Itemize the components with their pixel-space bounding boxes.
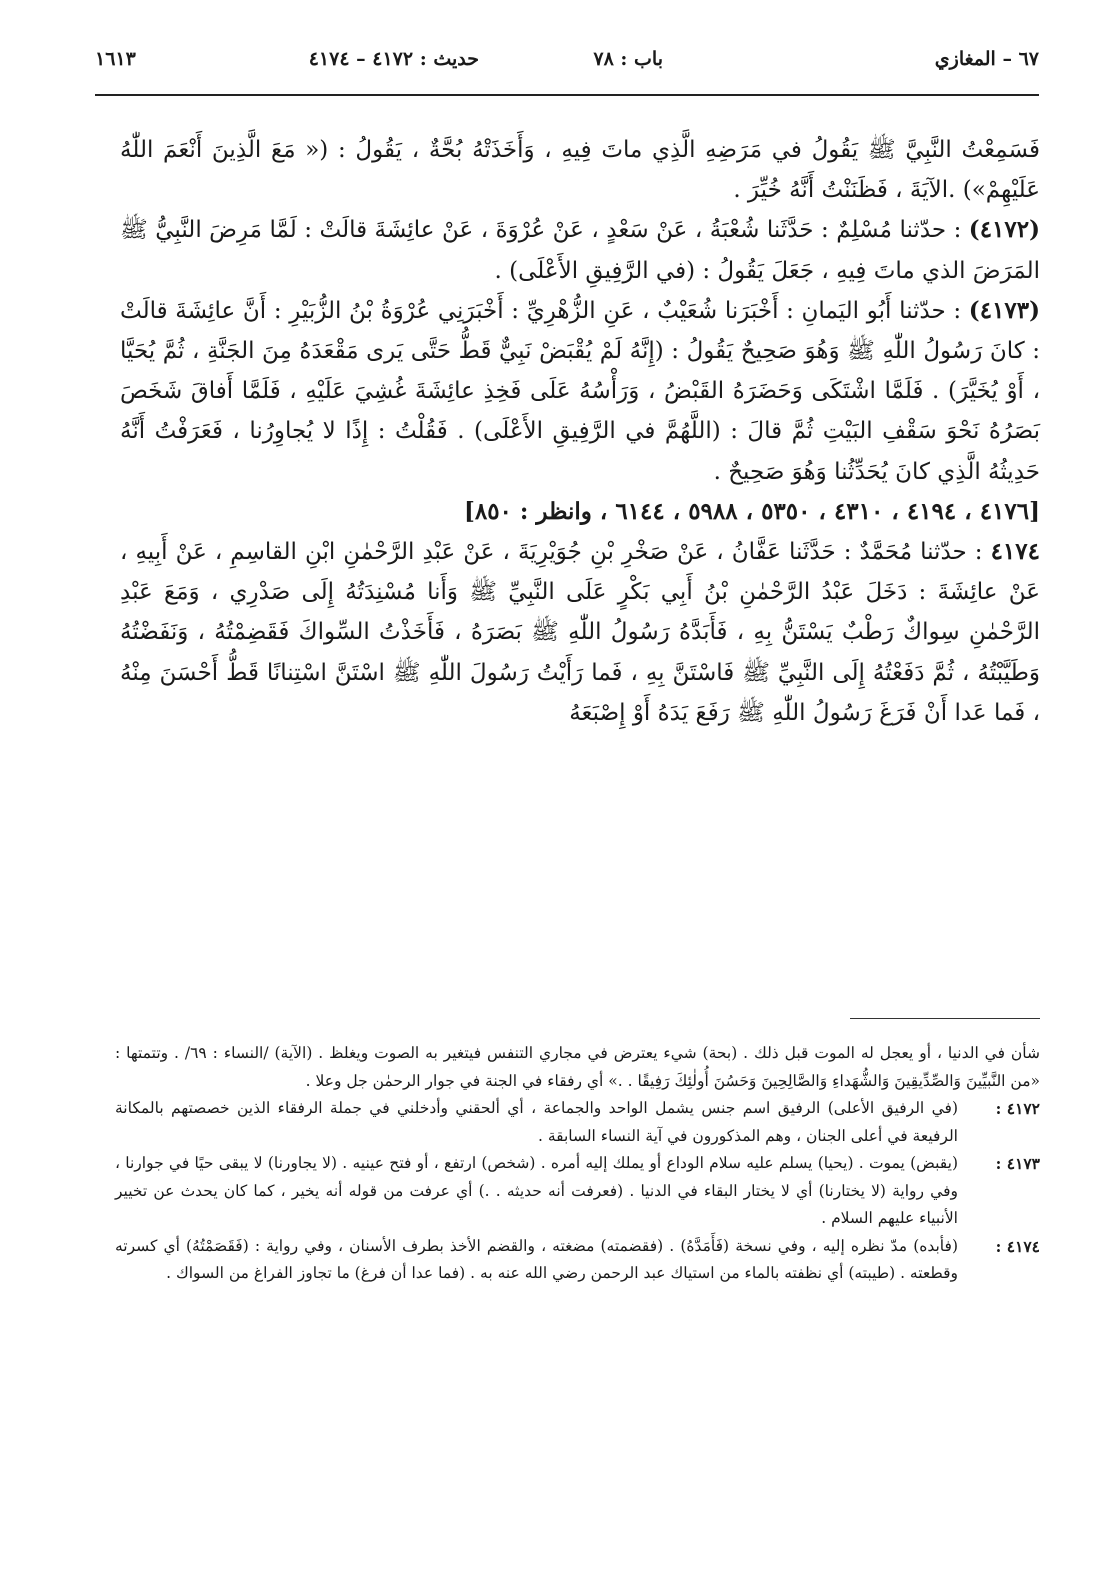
footnote-text: (فأبده) مدّ نظره إليه ، وفي نسخة (فَأَمَدَّهُ) . (فقضمته) مضغته ، والقضم الأخذ بطرف الأسنان ، وفي رواية : (فَقَصَمْتُهُ) أي كسرته وقطعته . (طيبته) أي نظفته بالماء من استياك عبد الرحمن رضي الله عنه به . (فما عدا أن فرغ) ما تجاوز الفراغ من السواك . [115,1236,958,1282]
footnote-rule [850,1018,1040,1019]
footnote-text: (في الرفيق الأعلى) الرفيق اسم جنس يشمل الواحد والجماعة ، أي ألحقني وأدخلني في جملة الرفقاء الذين خصصتهم بالمكانة الرفيعة في أعلى الجنان ، وهم المذكورون في آية النساء السابقة . [115,1099,958,1145]
footnote-intro: شأن في الدنيا ، أو يعجل له الموت قبل ذلك . (بحة) شيء يعترض في مجاري التنفس فيتغير به الصوت ويغلظ . (الآية) /النساء : ٦٩/ . وتتمتها : «من النَّبيِّينَ وَالصِّدِّيقِينَ وَالشُّهَداءِ وَالصَّالِحِينَ وَحَسُنَ أُولٰئِكَ رَفِيقًا . .» أي رفقاء في الجنة في جوار الرحمٰن جل وعلا . [115,1044,1041,1090]
hadith-number: ٤١٧٤ [990,538,1040,566]
main-text [120,130,1040,733]
page-header [95,36,1039,76]
hadith-4174 [120,532,1040,733]
footnote-4172 [115,1095,1040,1150]
hadith-range: حديث : ٤١٧٢ – ٤١٧٤ [308,48,479,70]
footnote-label: ٤١٧٢ : [995,1099,1040,1118]
footnotes [115,1040,1040,1288]
hadith-number: (٤١٧٣) [968,296,1040,324]
page-number: ١٦١٣ [95,48,136,70]
hadith-number: (٤١٧٢) [968,216,1040,244]
footnote-label: ٤١٧٣ : [995,1154,1040,1173]
chapter-title: ٦٧ – المغازي [934,48,1039,70]
footnote-4174 [115,1233,1040,1288]
footnote-text: (يقبض) يموت . (يحيا) يسلم عليه سلام الوداع أو يملك إليه أمره . (شخص) ارتفع ، أو فتح عينيه . (لا يجاورنا) لا يبقى حيًا في جوارنا ، وفي رواية (لا يختارنا) أي لا يختار البقاء في الدنيا . (فعرفت أنه حديثه . .) أي عرفت من قوله أنه يخير ، كما كان يحدث عن تخيير الأنبياء عليهم السلام . [115,1154,958,1227]
footnote-label: ٤١٧٤ : [995,1236,1040,1256]
hadith-4173 [120,291,1040,492]
hadith-text: : حدّثنا أَبُو اليَمانِ : أَخْبَرَنا شُعَيْبٌ ، عَنِ الزُّهْرِيِّ : أَخْبَرَنِي عُرْوَةُ بْنُ الزُّبَيْرِ : أَنَّ عائِشَةَ قالَتْ : كانَ رَسُولُ اللّٰهِ ﷺ وَهُوَ صَحِيحٌ يَقُولُ : (إِنَّهُ لَمْ يُقْبَضْ نَبِيٌّ قَطُّ حَتَّى يَرى مَقْعَدَهُ مِنَ الجَنَّةِ ، ثُمَّ يُحَيَّا ، أَوْ يُخَيَّرَ) . فَلَمَّا اشْتَكَى وَحَضَرَهُ القَبْضُ ، وَرَأْسُهُ عَلَى فَخِذِ عائِشَةَ غُشِيَ عَلَيْهِ ، فَلَمَّا أَفاقَ شَخَصَ بَصَرُهُ نَحْوَ سَقْفِ البَيْتِ ثُمَّ قالَ : (اللَّهُمَّ في الرَّفِيقِ الأَعْلَى) . فَقُلْتُ : إِذًا لا يُجاوِرُنا ، فَعَرَفْتُ أَنَّهُ حَدِيثُهُ الَّذِي كانَ يُحَدِّثُنا وَهُوَ صَحِيحٌ . [120,297,1040,485]
hadith-text: : حدّثنا مُسْلِمٌ : حَدَّثَنا شُعْبَةُ ، عَنْ سَعْدٍ ، عَنْ عُرْوَةَ ، عَنْ عائِشَةَ قالَتْ : لَمَّا مَرِضَ النَّبِيُّ ﷺ المَرَضَ الذي ماتَ فِيهِ ، جَعَلَ يَقُولُ : (في الرَّفِيقِ الأَعْلَى) . [120,217,1040,284]
footnote-4173 [115,1150,1040,1233]
bab-number: باب : ٧٨ [593,48,663,70]
header-rule [95,94,1039,96]
hadith-continuation: فَسَمِعْتُ النَّبِيَّ ﷺ يَقُولُ في مَرَضِهِ الَّذِي ماتَ فِيهِ ، وَأَخَذَتْهُ بُحَّةٌ ، يَقُولُ : (« مَعَ الَّذِينَ أَنْعَمَ اللّٰهُ عَلَيْهِمْ») .الآيَةَ ، فَظَنَنْتُ أَنَّهُ خُيِّرَ . [120,137,1040,204]
hadith-4172 [120,210,1040,290]
hadith-text: : حدّثنا مُحَمَّدٌ : حَدَّثَنا عَفَّانُ ، عَنْ صَخْرِ بْنِ جُوَيْرِيَةَ ، عَنْ عَبْدِ الرَّحْمٰنِ ابْنِ القاسِمِ ، عَنْ أَبِيهِ ، عَنْ عائِشَةَ : دَخَلَ عَبْدُ الرَّحْمٰنِ بْنُ أَبِي بَكْرٍ عَلَى النَّبِيِّ ﷺ وَأَنا مُسْنِدَتُهُ إِلَى صَدْرِي ، وَمَعَ عَبْدِ الرَّحْمٰنِ سِواكٌ رَطْبٌ يَسْتَنُّ بِهِ ، فَأَبَدَّهُ رَسُولُ اللّٰهِ ﷺ بَصَرَهُ ، فَأَخَذْتُ السِّواكَ فَقَضِمْتُهُ ، وَنَفَضْتُهُ وَطَيَّبْتُهُ ، ثُمَّ دَفَعْتُهُ إِلَى النَّبِيِّ ﷺ فَاسْتَنَّ بِهِ ، فَما رَأَيْتُ رَسُولَ اللّٰهِ ﷺ اسْتَنَّ اسْتِنانًا قَطُّ أَحْسَنَ مِنْهُ ، فَما عَدا أَنْ فَرَغَ رَسُولُ اللّٰهِ ﷺ رَفَعَ يَدَهُ أَوْ إِصْبَعَهُ [120,539,1040,726]
cross-references: [٤١٧٦ ، ٤١٩٤ ، ٤٣١٠ ، ٥٣٥٠ ، ٥٩٨٨ ، ٦١٤٤ ، وانظر : ٨٥٠] [463,497,1040,525]
